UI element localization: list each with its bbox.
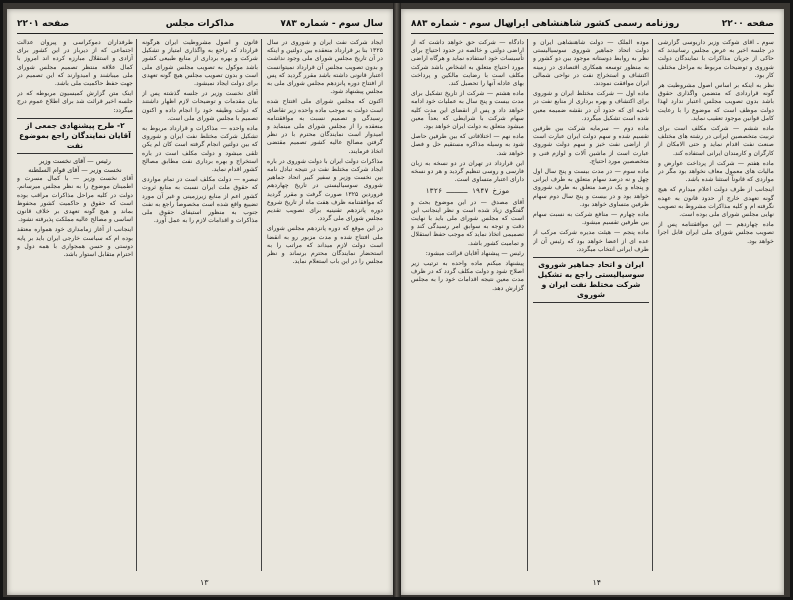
section-heading: ۲- طرح پیشنهادی جمعی از آقایان نمایندگان راجع بموضوع نفت (17, 118, 133, 154)
left-page-title: مذاکرات مجلس (165, 19, 235, 29)
column-divider (136, 39, 137, 571)
right-page-column-1 (658, 39, 774, 571)
right-page (401, 9, 784, 595)
paragraph: ماده هفتم — شرکت از پرداخت عوارض و مالیات های معمول معاف نخواهد بود مگر در مواردی که قانوناً استثنا شده باشد. (658, 159, 774, 184)
paragraph: ماده واحده — مذاکرات و قرارداد مربوط به تشکیل شرکت مختلط نفت ایران و شوروی که بین دولتین انجام گرفته است کان لم یکن تلقی میشود و دولت مکلف است در باره استخراج و بهره برداری نفت مطابق مصالح کشور اقدام نماید. (142, 125, 258, 174)
paragraph: ماده اول — شرکت مختلط ایران و شوروی برای اکتشاف و بهره برداری از منابع نفت در ناحیه ای که حدود آن در نقشه ضمیمه معین شده است تشکیل میگردد. (533, 90, 649, 122)
left-page-number-label: صفحه ۲۲۰۱ (17, 19, 70, 29)
paragraph: اینجانب از طرف دولت اعلام میدارم که هیچ گونه تعهدی خارج از حدود قانون به عهده نگرفته ام و کلیه مذاکرات مشروط به تصویب نهایی مجلس شورای ملی بوده است. (658, 186, 774, 219)
left-page-column-1 (267, 39, 383, 571)
right-page-title: روزنامه رسمی کشور شاهنشاهی ایران (505, 19, 680, 29)
paragraph: ماده چهارم — منافع شرکت به نسبت سهام بین طرفین تقسیم میشود. (533, 211, 649, 227)
paragraph: طرفداران دموکراسی و پیروان عدالت اجتماعی که از دیرباز در این کشور برای آزادی و استقلال مبارزه کرده اند امروز با کمال علاقه منتظر تصمیم مجلس شورای ملی میباشند و امیدوارند که این تصمیم در جهت حفظ حاکمیت ملی باشد. (17, 39, 133, 88)
paragraph: سوم ـ آقای شوکت وزیر داریوسی گزارشی در جلسه اخیر به عرض مجلس رسانیدند که حاکی از جریان مذاکرات با نمایندگان دولت شوروی و توضیحات مربوط به مراحل مختلف کار بود. (658, 39, 774, 79)
left-page-header (17, 19, 383, 34)
paragraph: اینجانب از آغاز زمامداری خود همواره معتقد بوده ام که سیاست خارجی ایران باید بر پایه دوستی و حسن همجواری با همه دول و احترام متقابل استوار باشد. (17, 226, 133, 259)
paragraph: ماده پنجم — هیئت مدیره شرکت مرکب از عده ای از اعضا خواهد بود که رئیس آن از طرف ایرانی انتخاب میگردد. (533, 229, 649, 253)
book-gutter (393, 3, 401, 597)
right-page-column-3 (411, 39, 524, 571)
paragraph: موده الملک — دولت شاهنشاهی ایران و دولت اتحاد جماهیر شوروی سوسیالیستی نظر به روابط دوستانه موجود بین دو کشور و به منظور توسعه همکاری اقتصادی در زمینه اکتشاف و استخراج نفت در نواحی شمالی ایران موافقت نمودند. (533, 39, 649, 88)
paragraph: نظر به اینکه بر اساس اصول مشروطیت هر گونه قراردادی که متضمن واگذاری حقوق باشد بدون تصویب مجلس اعتبار ندارد لهذا دولت موظف است که موضوع را با رعایت کامل قوانین موجود تعقیب نماید. (658, 82, 774, 122)
paragraph: در این موقع که دوره پانزدهم مجلس شورای ملی افتتاح شده و مدت مزبور رو به انقضا است دولت لازم میداند که مراتب را به استحضار نمایندگان محترم برساند و نظر مجلس را در این باب استعلام نماید. (267, 225, 383, 266)
paragraph: قانون و اصول مشروطیت ایران هرگونه قرارداد که راجع به واگذاری امتیاز و تشکیل شرکت و بهره برداری از منابع طبیعی کشور باشد موکول به تصویب مجلس شورای ملی است و بدون تصویب مجلس هیچ گونه تعهدی برای دولت ایجاد نمیشود. (142, 39, 258, 88)
right-page-footer-number: ۱۴ (592, 578, 602, 587)
right-page-header (411, 19, 774, 34)
paragraph: اینک متن گزارش کمیسیون مربوطه که در جلسه اخیر قرائت شد برای اطلاع عموم درج میگردد: (17, 90, 133, 114)
column-divider (652, 39, 653, 571)
paragraph: ماده نهم — اختلافاتی که بین طرفین حاصل شود به وسیله مذاکره مستقیم حل و فصل خواهد شد. (411, 133, 524, 157)
left-page-column-2 (142, 39, 258, 571)
agreement-title-box: ایران و اتحاد جماهیر شوروی سوسیالیستی راجع به تشکیل شرکت مختلط نفت ایران و شوروی (533, 257, 649, 303)
paragraph: تبصره — دولت مکلف است در تمام مواردی که حقوق ملت ایران نسبت به منابع ثروت کشور اعم از منابع زیرزمینی و غیر آن مورد تضییع واقع شده است مخصوصاً راجع به نفت جنوب به منظور استیفای حقوق ملی مذاکرات و اقدامات لازم را به عمل آورد. (142, 176, 258, 225)
paragraph: ماده ششم — شرکت مکلف است برای تربیت متخصصین ایرانی در رشته های مختلف صنعت نفت اقدام نماید و حتی الامکان از کارگران و کارمندان ایرانی استفاده کند. (658, 125, 774, 157)
speaker-line: رئیس — آقای نخست وزیر (39, 156, 111, 165)
paragraph: ماده هشتم — شرکت از تاریخ تشکیل برای مدت بیست و پنج سال به عملیات خود ادامه خواهد داد و پس از انقضای این مدت کلیه سهام شرکت با شرایطی که بعداً معین میشود متعلق به دولت ایران خواهد بود. (411, 90, 524, 131)
paragraph: این قرارداد در تهران در دو نسخه به زبان فارسی و روسی تنظیم گردید و هر دو نسخه دارای اعتبار متساوی است. (411, 159, 524, 184)
column-divider (261, 39, 262, 571)
paragraph: دادگاه — شرکت حق خواهد داشت که از اراضی دولتی و خالصه در حدود احتیاج برای تأسیسات خود استفاده نماید و هرگاه اراضی مورد احتیاج متعلق به اشخاص باشد شرکت مکلف است با رضایت مالکین و پرداخت بهای عادله آنها را تحصیل کند. (411, 39, 524, 88)
speaker-line: نخست وزیر — آقای قوام السلطنه (28, 166, 122, 175)
paragraph: اکنون که مجلس شورای ملی افتتاح شده است دولت به موجب ماده واحده زیر تقاضای رسیدگی و تصمیم نسبت به موافقتنامه منعقده را از مجلس شورای ملی مینماید و امیدوار است نمایندگان محترم با در نظر گرفتن مصالح عالیه کشور تصمیم مقتضی اتخاذ فرمایند. (267, 98, 383, 155)
left-page-footer-number: ۱۳ (200, 578, 209, 587)
right-page-column-2 (533, 39, 649, 571)
paragraph: ماده دوم — سرمایه شرکت بین طرفین تقسیم شده و سهم دولت ایران عبارت است از اراضی نفت خیز و سهم دولت شوروی عبارت است از ماشین آلات و لوازم فنی و متخصصین مورد احتیاج. (533, 125, 649, 165)
paragraph: آقای نخست وزیر — با کمال مسرت و اطمینان موضوع را به نظر مجلس میرسانم. دولت در کلیه مراحل مذاکرات مراقب بوده است که حقوق و حاکمیت کشور محفوظ بماند و هیچ گونه تعهدی بر خلاف قانون اساسی و مصالح عالیه مملکت پذیرفته نشود. (17, 175, 133, 224)
left-page-issue: سال سوم - شماره ۷۸۳ (280, 19, 383, 29)
paragraph: ماده سوم — در مدت بیست و پنج سال اول چهل و نه درصد سهام متعلق به طرف ایرانی و پنجاه و یک درصد متعلق به طرف شوروی خواهد بود و در بیست و پنج سال دوم سهام طرفین متساوی خواهد بود. (533, 168, 649, 208)
left-page (7, 9, 393, 595)
column-divider (527, 39, 528, 571)
paragraph: رئیس — پیشنهاد آقایان قرائت میشود: (425, 249, 524, 257)
right-page-number-label: صفحه ۲۲۰۰ (721, 19, 774, 29)
date-line: موزخ ۱۹۴۷ ـــــ ۱۳۲۶ (425, 187, 510, 196)
scanned-book-spread (3, 3, 790, 597)
paragraph: آقای نخست وزیر در جلسه گذشته پس از بیان مقدمات و توضیحات لازم اظهار داشتند که دولت وظیفه خود را انجام داده و اکنون تصمیم با مجلس شورای ملی است. (142, 90, 258, 122)
paragraph: پیشنهاد میکنم ماده واحده به ترتیب زیر اصلاح شود و دولت مکلف گردد که در ظرف مدت معین نتیجه اقدامات خود را به مجلس گزارش دهد. (411, 260, 524, 292)
paragraph: ماده چهاردهم — این موافقتنامه پس از تصویب مجلس شورای ملی ایران قابل اجرا خواهد بود. (658, 221, 774, 245)
paragraph: آقای مصدق — در این موضوع بحث و گفتگوی زیاد شده است و نظر اینجانب این است که مجلس شورای ملی باید با نهایت دقت و توجه به سوابق امر رسیدگی کند و تصمیمی اتخاذ نماید که موجب حفظ استقلال و تمامیت کشور باشد. (411, 198, 524, 247)
paragraph: مذاکرات دولت ایران با دولت شوروی در باره ایجاد شرکت مختلط نفت در نتیجه تبادل نامه بین نخست وزیر و سفیر کبیر اتحاد جماهیر شوروی سوسیالیستی در تاریخ چهاردهم فروردین ۱۳۲۵ صورت گرفت و مقرر گردید که موافقتنامه ظرف هفت ماه از تاریخ شروع دوره پانزدهم تقنینیه برای تصویب تقدیم مجلس شورای ملی گردد. (267, 157, 383, 223)
right-page-issue: سال سوم - شماره ۸۸۳ (411, 19, 514, 29)
paragraph: ایجاد شرکت نفت ایران و شوروی در سال ۱۳۲۵ بنا بر قرارداد منعقده بین دولتین و اینکه در آن تاریخ مجلس شورای ملی وجود نداشت و بدون تصویب مجلس آن قرارداد نمیتوانست اعتبار قانونی داشته باشد مقرر گردید که پس از افتتاح دوره پانزدهم مجلس شورای ملی به مجلس پیشنهاد شود. (267, 39, 383, 96)
left-page-column-3 (17, 39, 133, 571)
